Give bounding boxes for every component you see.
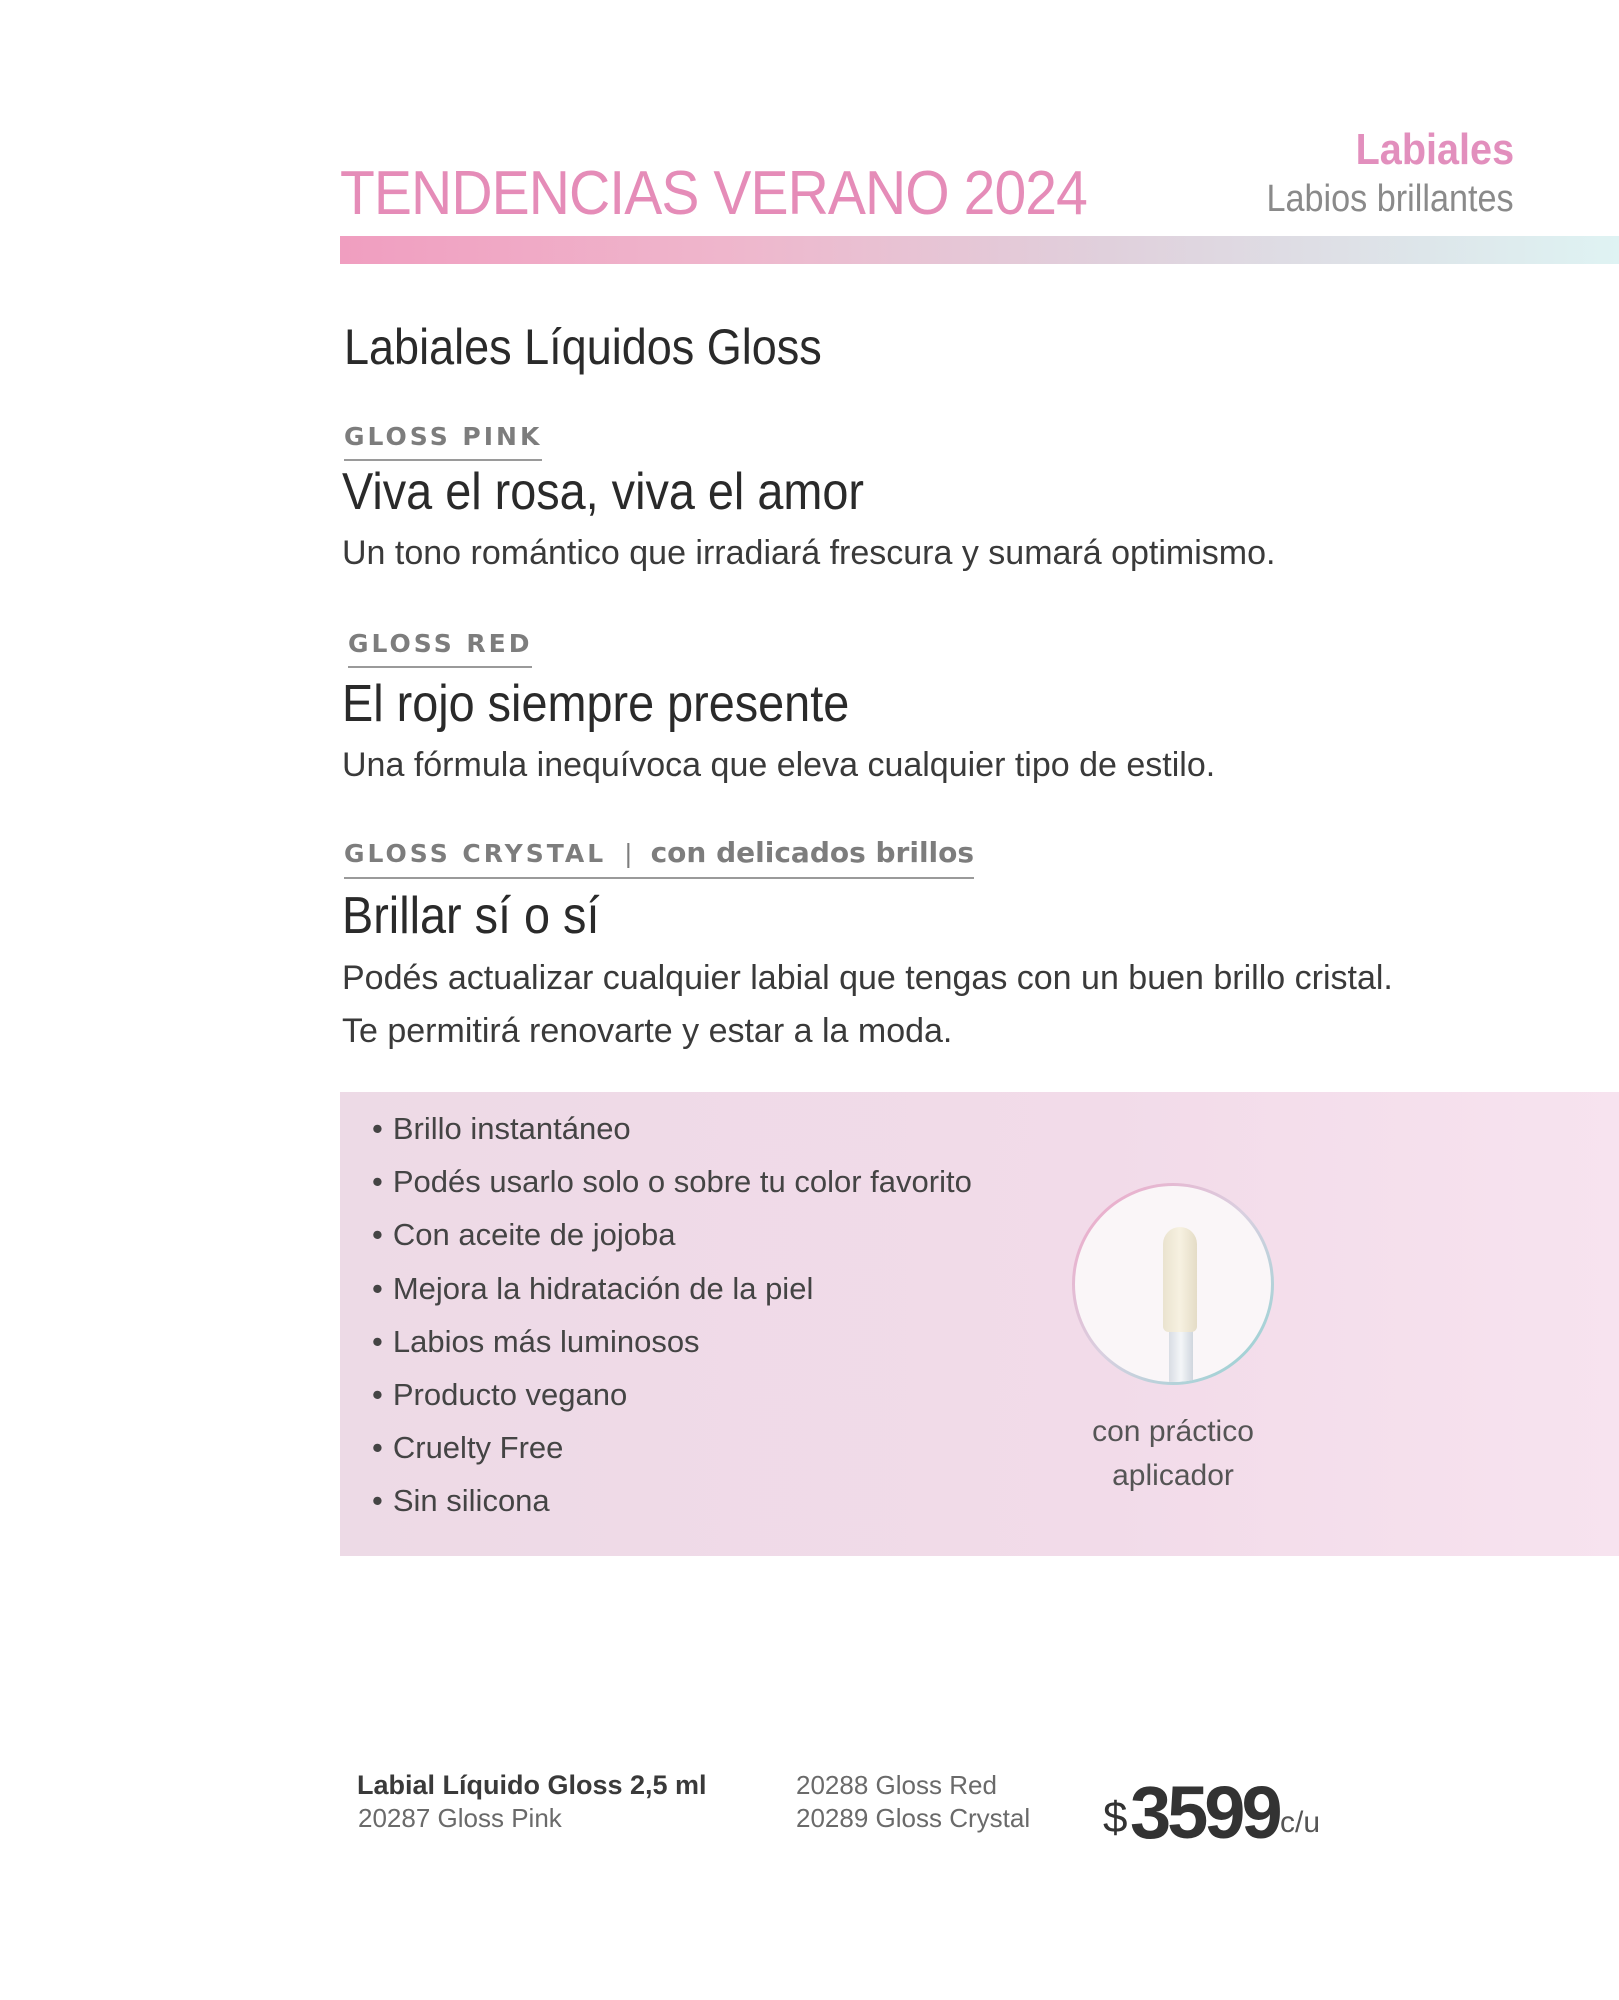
page-title: TENDENCIAS VERANO 2024 — [340, 159, 1087, 228]
price-value: 3599 — [1130, 1771, 1279, 1854]
list-item: • Podés usarlo solo o sobre tu color favorito — [372, 1164, 972, 1200]
bullet-icon: • — [372, 1111, 383, 1146]
bullet-icon: • — [372, 1270, 383, 1306]
bullet-icon: • — [372, 1376, 383, 1412]
product-description: Una fórmula inequívoca que eleva cualquier tipo de estilo. — [342, 746, 1216, 784]
bullet-icon: • — [372, 1217, 383, 1253]
product-tag-gloss-crystal — [344, 836, 974, 879]
list-item: • Sin silicona — [372, 1483, 550, 1519]
features-list — [372, 1108, 972, 1534]
product-tag-extra: con delicados brillos — [650, 836, 975, 869]
product-tag-gloss-red: GLOSS RED — [348, 629, 532, 668]
product-headline: Brillar sí o sí — [342, 887, 600, 945]
product-tag-gloss-pink: GLOSS PINK — [344, 422, 542, 461]
product-code: 20289 Gloss Crystal — [796, 1803, 1031, 1833]
bullet-icon: • — [372, 1164, 383, 1200]
product-headline: Viva el rosa, viva el amor — [342, 463, 864, 521]
applicator-caption: con práctico aplicador — [1092, 1415, 1254, 1492]
header-gradient-bar — [340, 236, 1619, 264]
applicator-icon — [1075, 1186, 1271, 1382]
product-description: Te permitirá renovarte y estar a la moda. — [342, 1012, 953, 1050]
price-unit: c/u — [1280, 1806, 1321, 1839]
product-description: Un tono romántico que irradiará frescura y sumará optimismo. — [342, 534, 1276, 572]
list-item: • Brillo instantáneo — [372, 1111, 631, 1146]
applicator-tip — [1163, 1227, 1197, 1332]
list-item: • Mejora la hidratación de la piel — [372, 1270, 814, 1306]
list-item: • Producto vegano — [372, 1376, 628, 1412]
list-item: • Con aceite de jojoba — [372, 1217, 676, 1253]
product-headline: El rojo siempre presente — [342, 675, 850, 733]
price-currency: $ — [1103, 1793, 1128, 1842]
tag-separator: | — [624, 839, 633, 868]
bullet-icon: • — [372, 1430, 383, 1466]
bullet-icon: • — [372, 1483, 383, 1519]
category-label: Labiales — [1355, 125, 1514, 174]
product-tag-label: GLOSS CRYSTAL — [344, 839, 607, 868]
applicator-image — [1072, 1183, 1274, 1385]
section-title: Labiales Líquidos Gloss — [344, 319, 822, 375]
list-item: • Labios más luminosos — [372, 1323, 700, 1359]
product-description: Podés actualizar cualquier labial que tengas con un buen brillo cristal. — [342, 959, 1393, 997]
product-code: 20287 Gloss Pink — [358, 1803, 562, 1833]
product-code: 20288 Gloss Red — [796, 1770, 997, 1800]
subcategory-label: Labios brillantes — [1266, 178, 1514, 220]
bullet-icon: • — [372, 1323, 383, 1359]
list-item: • Cruelty Free — [372, 1430, 564, 1466]
applicator-stem — [1169, 1326, 1193, 1382]
footer-product-name: Labial Líquido Gloss 2,5 ml — [357, 1770, 707, 1800]
